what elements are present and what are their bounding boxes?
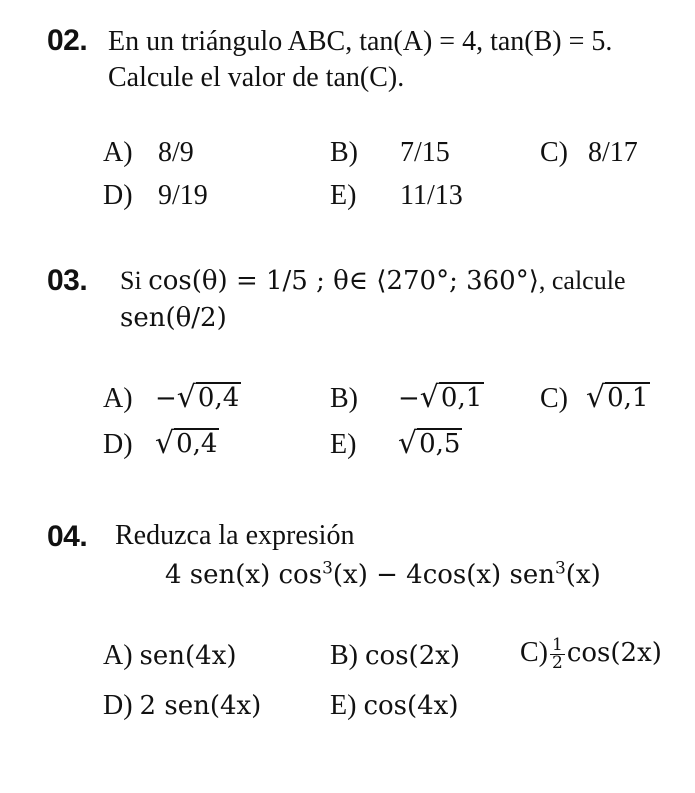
option-label: C) <box>520 637 548 668</box>
sqrt-expression: √ 0,1 <box>586 379 649 415</box>
q02-option-c[interactable] <box>540 137 638 169</box>
q04-option-b[interactable] <box>330 640 460 672</box>
q03-option-a[interactable] <box>103 380 241 415</box>
option-label: C) <box>540 382 568 414</box>
option-value: cos(2x) <box>365 641 461 671</box>
q04-option-a[interactable] <box>103 640 237 672</box>
sqrt-expression: √ 0,4 <box>155 425 218 461</box>
sqrt-expression: √ 0,1 <box>419 379 483 415</box>
q02-option-a[interactable] <box>103 137 194 169</box>
radicand: 0,1 <box>440 383 483 413</box>
sqrt-expression: √ 0,5 <box>398 425 461 461</box>
radicand: 0,4 <box>176 429 218 459</box>
si-word: Si <box>120 266 142 295</box>
exponent: 3 <box>554 558 566 579</box>
option-label: B) <box>330 137 358 168</box>
option-label: E) <box>330 690 357 721</box>
q03-option-b[interactable] <box>330 380 484 415</box>
option-value: 7/15 <box>400 137 450 168</box>
condition-expression: cos(θ) = 1/5 ; θ∈ ⟨270°; 360°⟩ <box>148 266 539 296</box>
option-label: A) <box>103 137 133 168</box>
option-label: E) <box>330 180 357 211</box>
exponent: 3 <box>322 558 333 579</box>
option-value: 2 sen(4x) <box>139 691 262 721</box>
q04-option-d[interactable] <box>103 690 261 722</box>
option-value: sen(4x) <box>139 641 237 671</box>
sqrt-expression: √ 0,4 <box>176 379 240 415</box>
radicand: 0,5 <box>419 429 461 459</box>
radicand: 0,1 <box>607 383 649 413</box>
option-label: B) <box>330 382 358 414</box>
calcule-word: , calcule <box>538 266 626 295</box>
expr-part: (x) − 4cos(x) sen <box>332 560 555 590</box>
option-label: D) <box>103 690 133 721</box>
radicand: 0,4 <box>197 383 240 413</box>
option-label: B) <box>330 640 358 671</box>
question-03-text <box>120 266 625 296</box>
q02-option-d[interactable] <box>103 180 208 212</box>
option-value: 8/9 <box>158 137 194 168</box>
option-value: cos(2x) <box>566 638 662 668</box>
option-value: 8/17 <box>588 137 638 168</box>
option-sign: − <box>398 383 420 414</box>
question-number-04: 04. <box>47 520 88 553</box>
option-label: A) <box>103 382 133 414</box>
option-value: cos(4x) <box>363 691 459 721</box>
q03-option-e[interactable] <box>330 426 462 461</box>
question-02-text-line2: Calcule el valor de tan(C). <box>108 62 405 93</box>
q04-option-e[interactable] <box>330 690 459 722</box>
expr-part: (x) <box>565 560 601 590</box>
fraction <box>550 637 565 672</box>
q04-option-c[interactable] <box>520 637 662 672</box>
q03-option-d[interactable] <box>103 426 219 461</box>
option-label: D) <box>103 180 133 211</box>
option-label: D) <box>103 428 133 460</box>
question-03-ask <box>120 303 227 333</box>
question-04-prompt: Reduzca la expresión <box>115 520 355 551</box>
q02-option-b[interactable] <box>330 137 450 169</box>
fraction-numerator: 1 <box>552 635 563 656</box>
option-label: A) <box>103 640 133 671</box>
question-number-02: 02. <box>47 24 88 57</box>
option-value: 11/13 <box>400 180 463 211</box>
question-04-expression <box>165 560 601 590</box>
fraction-denominator: 2 <box>552 653 563 674</box>
option-value: 9/19 <box>158 180 208 211</box>
q03-option-c[interactable] <box>540 380 650 415</box>
question-number-03: 03. <box>47 264 88 297</box>
option-label: E) <box>330 428 357 460</box>
ask-expression: sen(θ/2) <box>120 303 227 333</box>
expr-part: 4 sen(x) cos <box>165 560 323 590</box>
question-02-text-line1: En un triángulo ABC, tan(A) = 4, tan(B) = 5. <box>108 26 613 57</box>
q02-option-e[interactable] <box>330 180 463 212</box>
option-sign: − <box>155 383 177 414</box>
option-label: C) <box>540 137 568 168</box>
